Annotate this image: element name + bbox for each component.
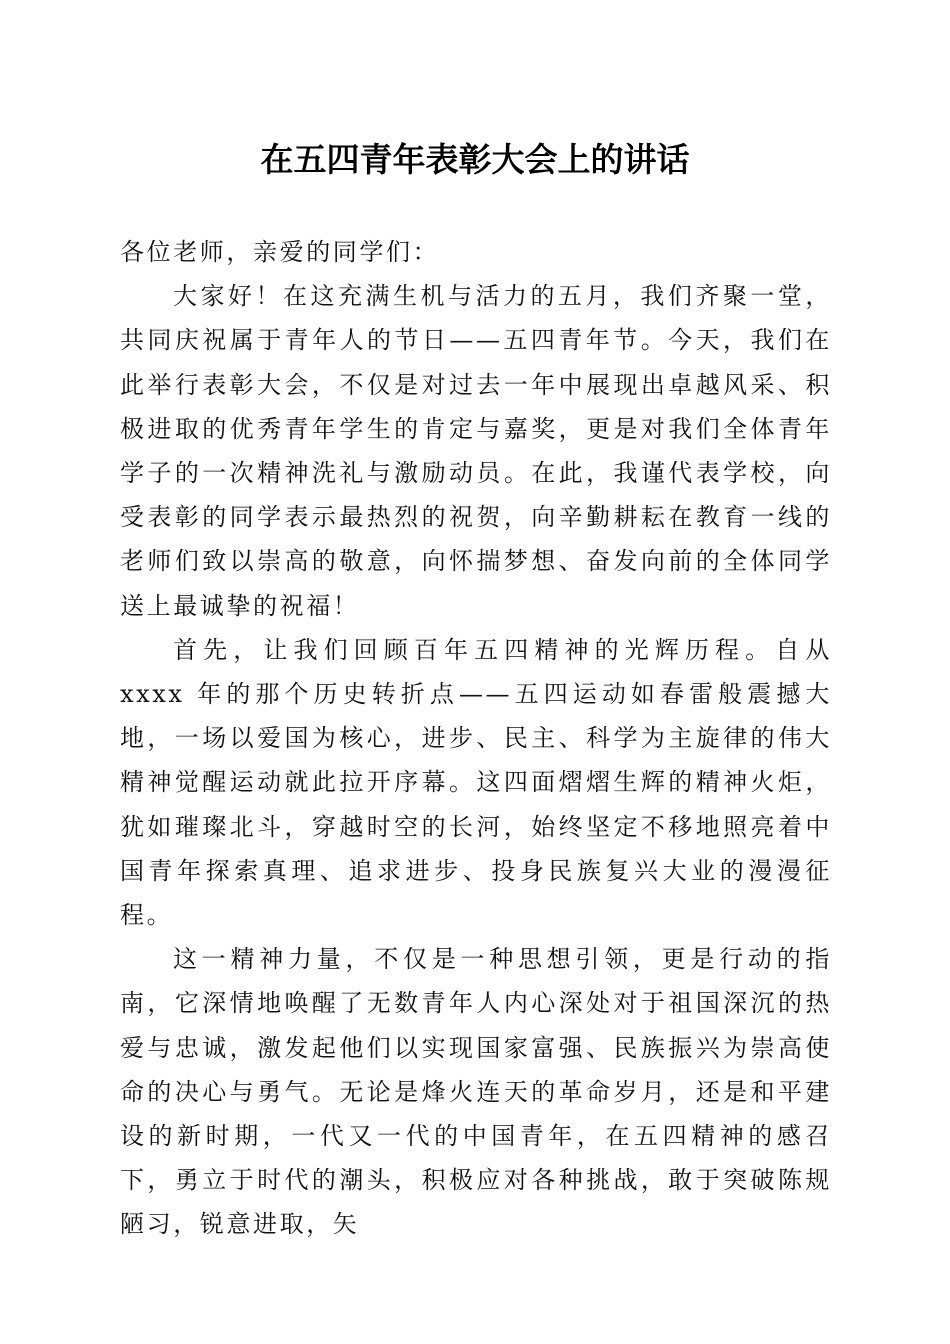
document-body — [120, 230, 832, 1247]
salutation: 各位老师，亲爱的同学们： — [120, 238, 440, 266]
paragraph-2: 首先，让我们回顾百年五四精神的光辉历程。自从 xxxx 年的那个历史转折点——五四运动如春雷般震撼大地，一场以爱国为核心，进步、民主、科学为主旋律的伟大精神觉醒运动就此拉开序幕。这四面熠熠生辉的精神火炬，犹如璀璨北斗，穿越时空的长河，始终坚定不移地照亮着中国青年探索真理、追求进步、投身民族复兴大业的漫漫征程。 — [120, 635, 832, 930]
paragraph-1: 大家好！在这充满生机与活力的五月，我们齐聚一堂，共同庆祝属于青年人的节日——五四青年节。今天，我们在此举行表彰大会，不仅是对过去一年中展现出卓越风采、积极进取的优秀青年学生的肯定与嘉奖，更是对我们全体青年学子的一次精神洗礼与激励动员。在此，我谨代表学校，向受表彰的同学表示最热烈的祝贺，向辛勤耕耘在教育一线的老师们致以崇高的敬意，向怀揣梦想、奋发向前的全体同学送上最诚挚的祝福！ — [120, 282, 832, 620]
paragraph-3: 这一精神力量，不仅是一种思想引领，更是行动的指南，它深情地唤醒了无数青年人内心深处对于祖国深沉的热爱与忠诚，激发起他们以实现国家富强、民族振兴为崇高使命的决心与勇气。无论是烽火连天的革命岁月，还是和平建设的新时期，一代又一代的中国青年，在五四精神的感召下，勇立于时代的潮头，积极应对各种挑战，敢于突破陈规陋习，锐意进取，矢 — [120, 945, 832, 1239]
document-title: 在五四青年表彰大会上的讲话 — [260, 140, 690, 179]
